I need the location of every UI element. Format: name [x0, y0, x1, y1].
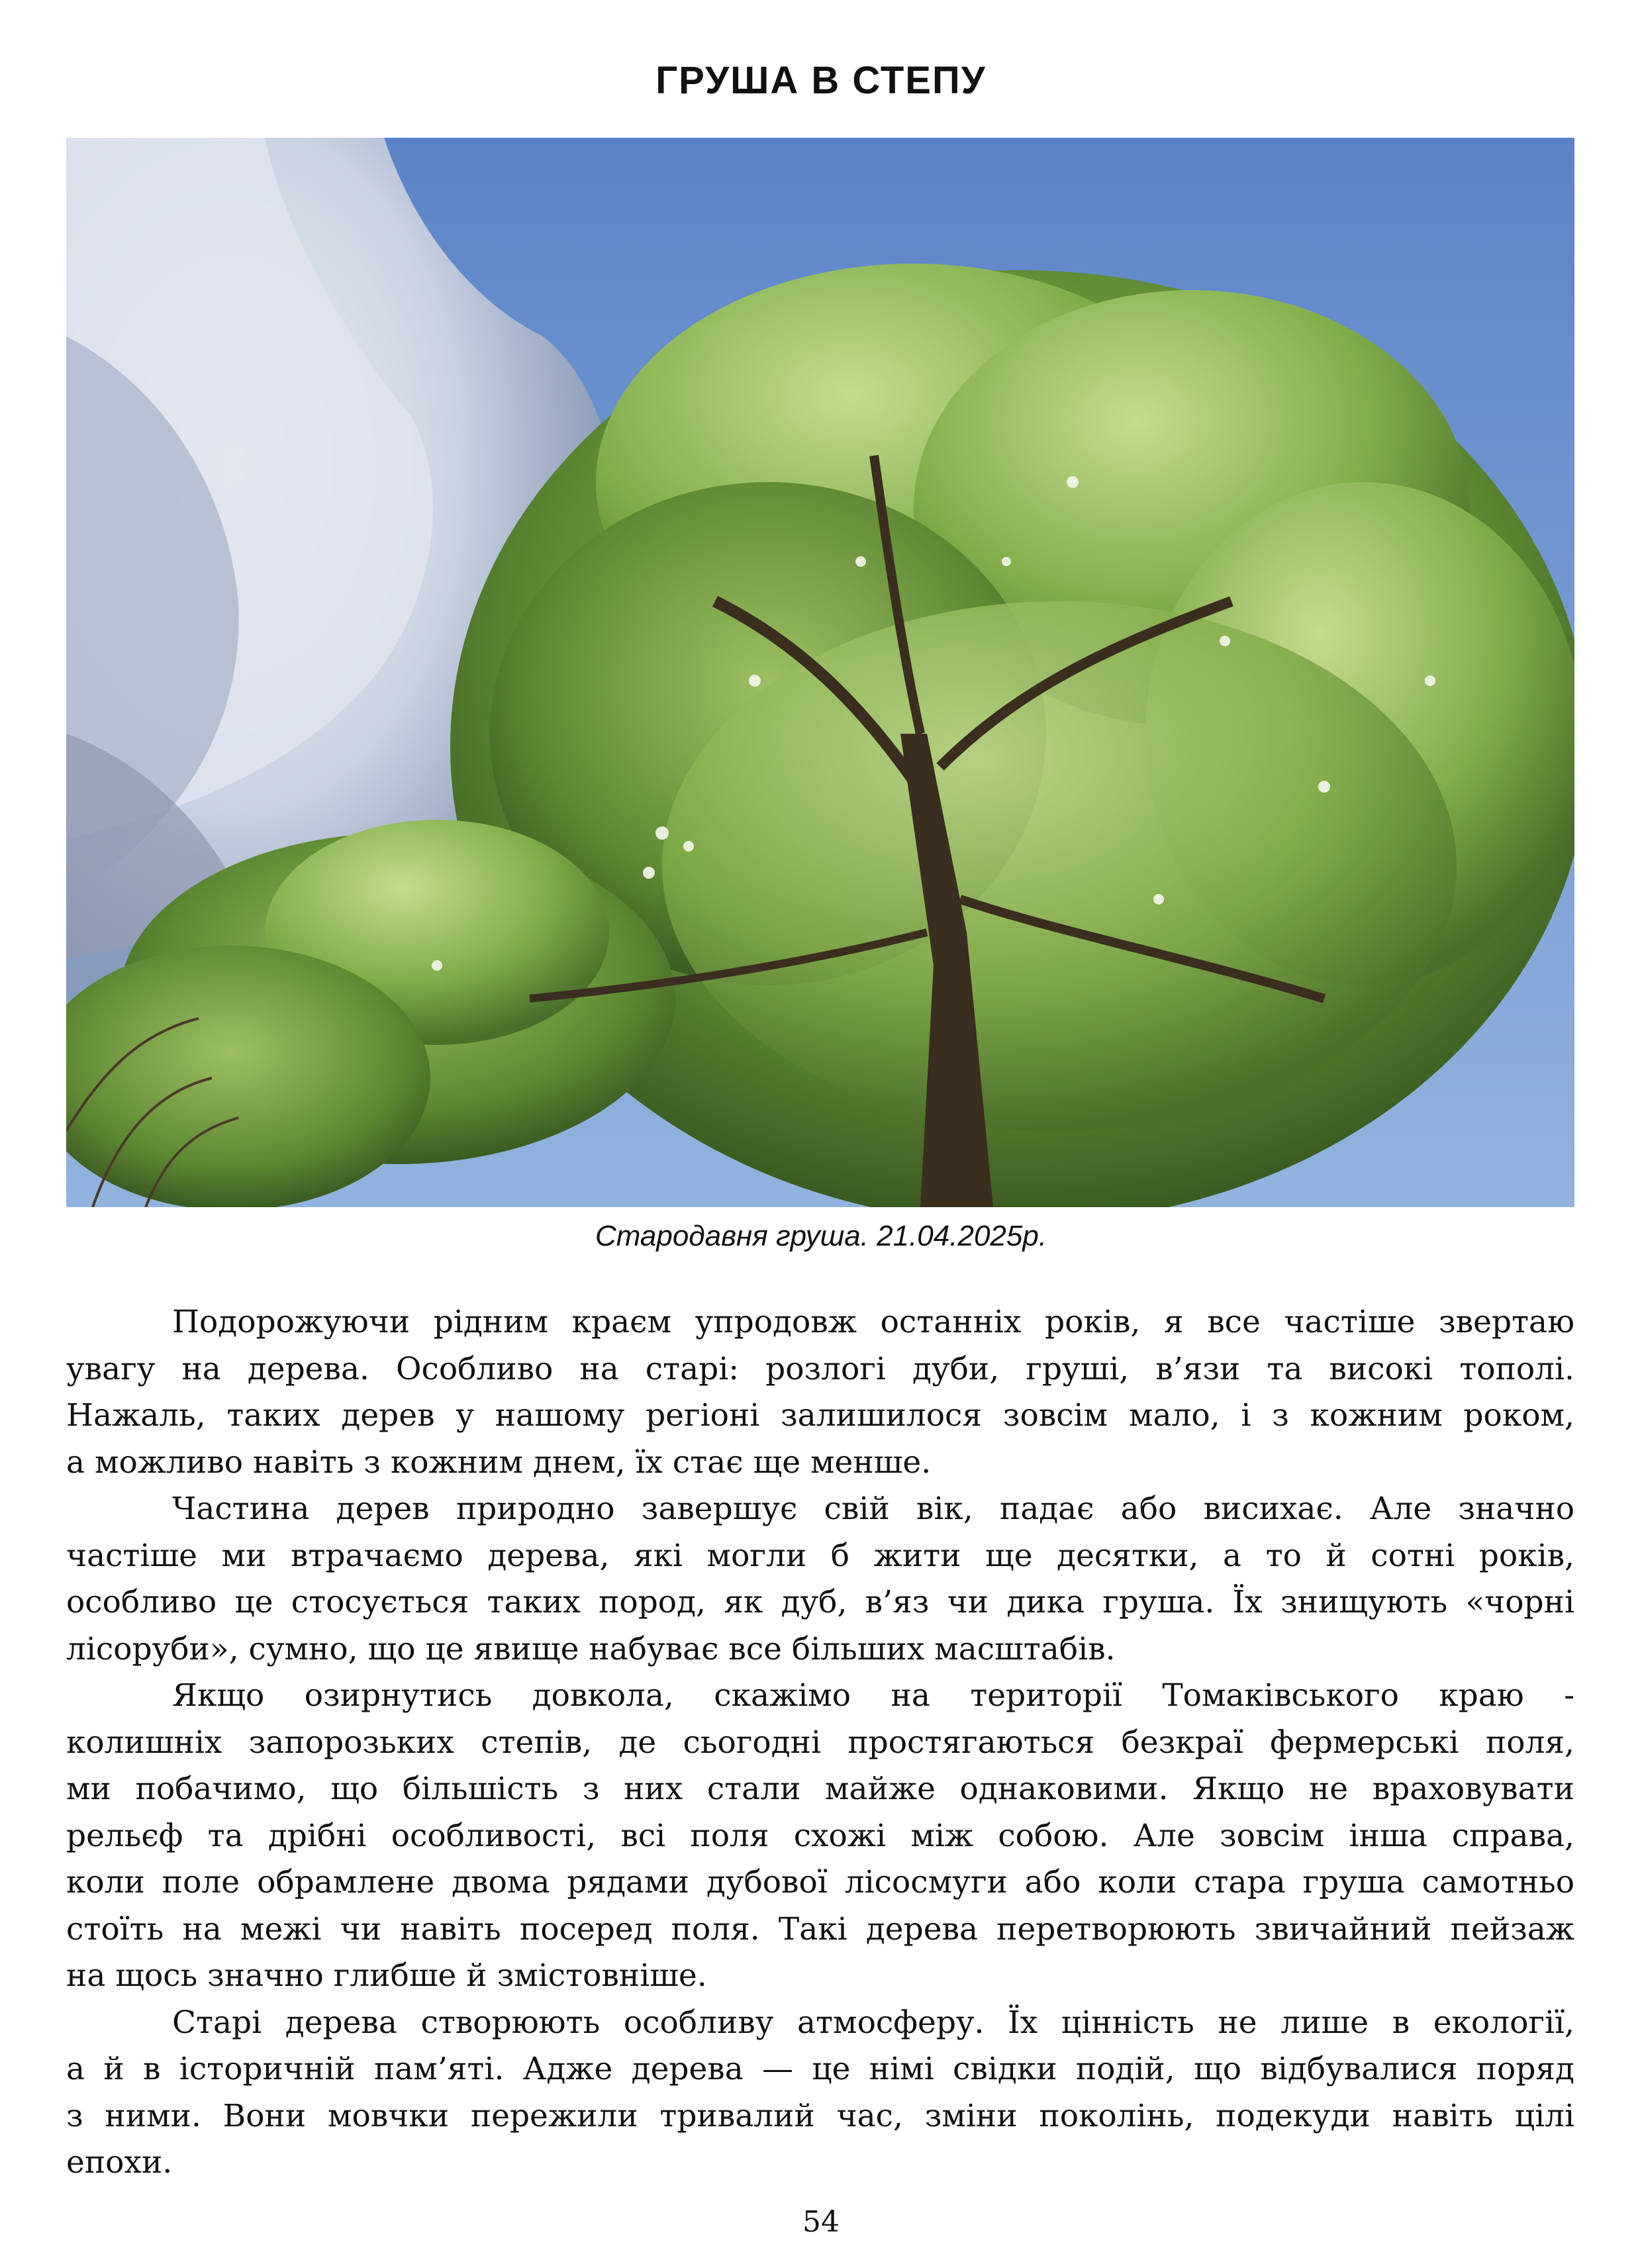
page-title: ГРУША В СТЕПУ — [655, 59, 987, 102]
tree-photo — [66, 138, 1574, 1207]
text-line: Подорожуючи рідним краєм упродовж останніх років, я все частіше звертаю — [172, 1304, 1574, 1340]
paragraph — [66, 1486, 1574, 1673]
text-line: коли поле обрамлене двома рядами дубової лісосмуги або коли стара груша самотньо — [66, 1864, 1574, 1900]
photo-caption: Стародавня груша. 21.04.2025р. — [595, 1220, 1047, 1252]
text-line: а можливо навіть з кожним днем, їх стає ще менше. — [66, 1444, 932, 1481]
text-line: на щось значно глибше й змістовніше. — [66, 1957, 707, 1994]
text-line: колишніх запорозьких степів, де сьогодні простягаються безкраї фермерські поля, — [66, 1724, 1574, 1761]
text-line: особливо це стосується таких пород, як дуб, в’яз чи дика груша. Їх знищують «чорні — [66, 1584, 1574, 1620]
paragraph — [66, 1673, 1574, 2000]
text-line: стоїть на межі чи навіть посеред поля. Такі дерева перетворюють звичайний пейзаж — [66, 1910, 1574, 1948]
text-line: епохи. — [66, 2144, 173, 2181]
article-body — [66, 1299, 1574, 2187]
text-line: Якщо озирнутись довкола, скажімо на території Томаківського краю - — [172, 1677, 1574, 1714]
text-line: Нажаль, таких дерев у нашому регіоні залишилося зовсім мало, і з кожним роком, — [66, 1397, 1574, 1434]
text-line: з ними. Вони мовчки пережили тривалий час, зміни поколінь, подекуди навіть цілі — [66, 2097, 1574, 2134]
text-line: Старі дерева створюють особливу атмосферу. Їх цінність не лише в екології, — [172, 2004, 1574, 2041]
text-line: ми побачимо, що більшість з них стали майже однаковими. Якщо не враховувати — [66, 1771, 1574, 1807]
text-line: а й в історичній пам’яті. Адже дерева — це німі свідки подій, що відбувалися поряд — [66, 2051, 1574, 2087]
text-line: частіше ми втрачаємо дерева, які могли б жити ще десятки, а то й сотні років, — [66, 1537, 1574, 1574]
text-line: Частина дерев природно завершує свій вік, падає або висихає. Але значно — [172, 1491, 1574, 1527]
paragraph — [66, 2000, 1574, 2187]
text-line: рельєф та дрібні особливості, всі поля схожі між собою. Але зовсім інша справа, — [66, 1817, 1574, 1854]
paragraph — [66, 1299, 1574, 1486]
page-number: 54 — [802, 2205, 840, 2239]
text-line: увагу на дерева. Особливо на старі: розлогі дуби, груші, в’язи та високі тополі. — [66, 1350, 1574, 1387]
text-line: лісоруби», сумно, що це явище набуває все більших масштабів. — [66, 1630, 1116, 1667]
